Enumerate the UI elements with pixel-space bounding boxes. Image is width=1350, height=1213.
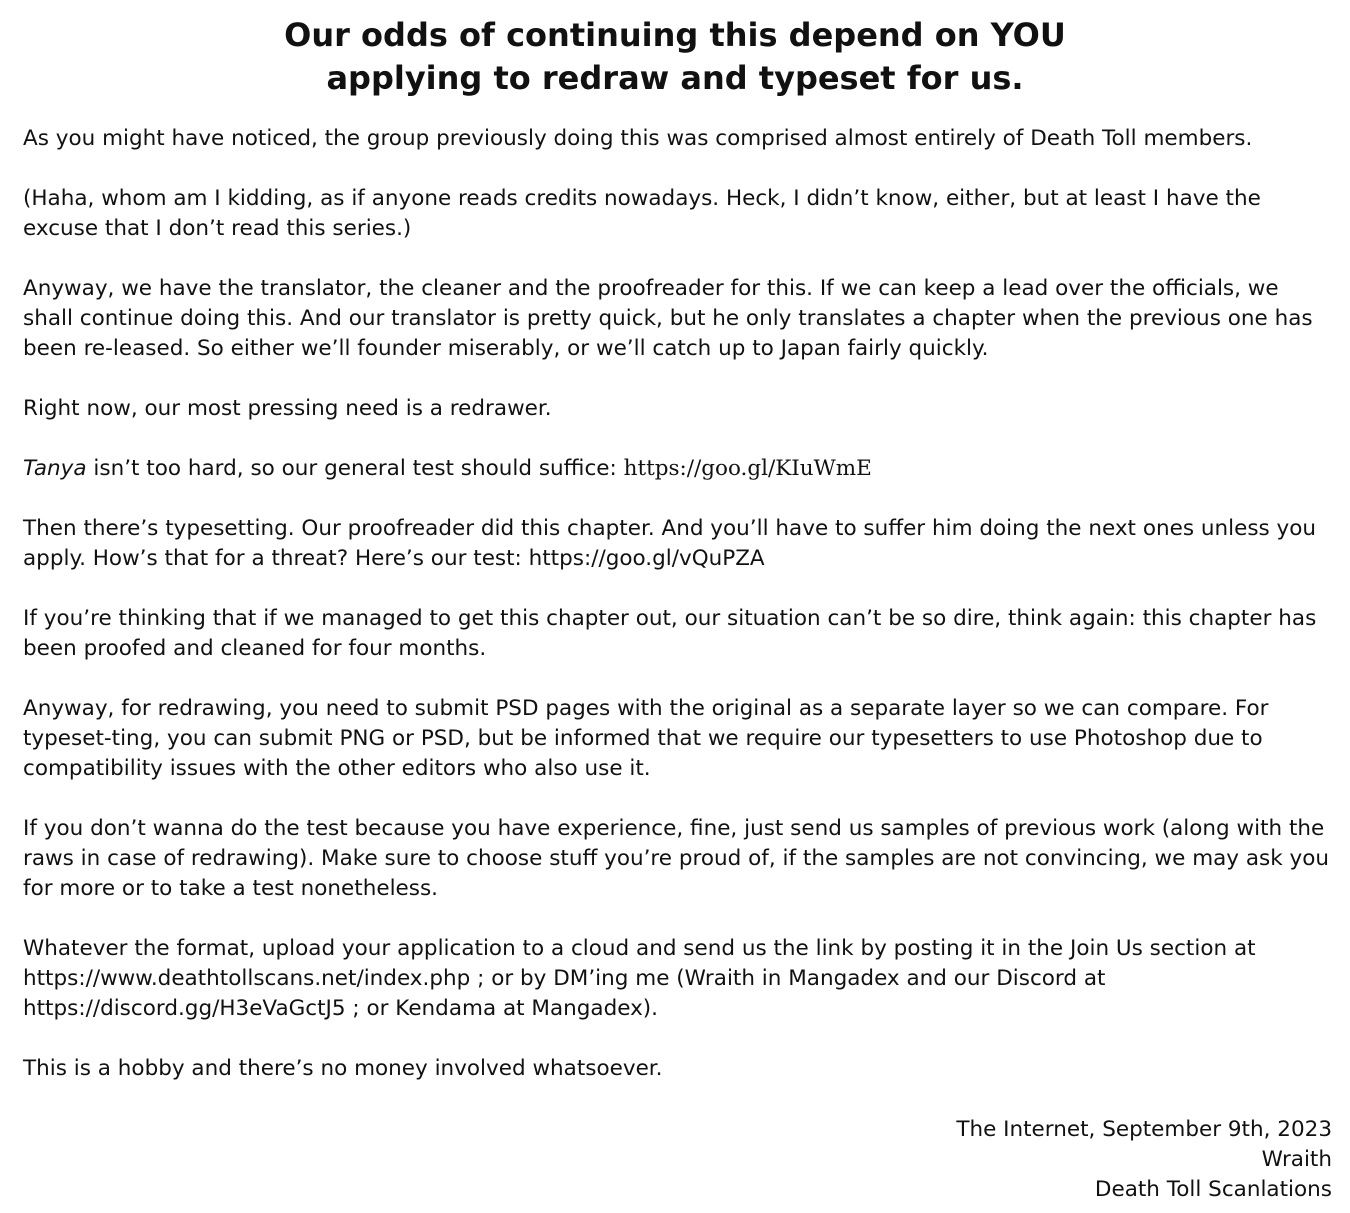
signature-block	[956, 1115, 1332, 1205]
paragraph-submission-format: Anyway, for redrawing, you need to submit PSD pages with the original as a separate layer so we can compare. For typeset-ting, you can submit PNG or PSD, but be informed that we require our typesetters to use Photoshop due to compatibility issues with the other editors who also use it.	[23, 696, 1269, 781]
paragraph-redrawer-need: Right now, our most pressing need is a redrawer.	[23, 396, 552, 421]
document-body	[23, 124, 1335, 1114]
paragraph-group-composition: As you might have noticed, the group previously doing this was comprised almost entirely of Death Toll members.	[23, 126, 1253, 151]
paragraph-situation: If you’re thinking that if we managed to get this chapter out, our situation can’t be so dire, think again: this chapter has been proofed and cleaned for four months.	[23, 606, 1317, 661]
paragraph-credits-aside: (Haha, whom am I kidding, as if anyone reads credits nowadays. Heck, I didn’t know, either, but at least I have the excuse that I don’t read this series.)	[23, 186, 1261, 241]
redraw-test-link[interactable]: https://goo.gl/KIuWmE	[623, 456, 872, 481]
signature-author: Wraith	[1261, 1147, 1332, 1172]
redraw-test-text: isn’t too hard, so our general test should suffice:	[86, 456, 624, 481]
signature-group: Death Toll Scanlations	[1094, 1177, 1332, 1202]
paragraph-experience: If you don’t wanna do the test because you have experience, fine, just send us samples of previous work (along with the raws in case of redrawing). Make sure to choose stuff you’re proud of, if the samples are not convincing, we may ask you for more or to take a test nonetheless.	[23, 816, 1330, 901]
paragraph-how-to-apply: Whatever the format, upload your application to a cloud and send us the link by posting it in the Join Us section at https://www.deathtollscans.net/index.php ; or by DM’ing me (Wraith in Mangadex and our Discord at https://discord.gg/H3eVaGctJ5 ; or Kendama at Mangadex).	[23, 936, 1256, 1021]
series-title-italic: Tanya	[23, 456, 87, 481]
paragraph-team-status: Anyway, we have the translator, the cleaner and the proofreader for this. If we can keep a lead over the officials, we shall continue doing this. And our translator is pretty quick, but he only translates a chapter when the previous one has been re-leased. So either we’ll founder miserably, or we’ll catch up to Japan fairly quickly.	[23, 276, 1313, 361]
paragraph-hobby-note: This is a hobby and there’s no money involved whatsoever.	[23, 1056, 663, 1081]
signature-place-date: The Internet, September 9th, 2023	[956, 1117, 1332, 1142]
paragraph-typesetting: Then there’s typesetting. Our proofreader did this chapter. And you’ll have to suffer him doing the next ones unless you apply. How’s that for a threat? Here’s our test: https://goo.gl/vQuPZA	[23, 516, 1317, 571]
paragraph-redraw-test	[23, 454, 1335, 484]
page-title	[0, 14, 1350, 100]
title-line-2: applying to redraw and typeset for us.	[326, 59, 1024, 97]
title-line-1: Our odds of continuing this depend on YOU	[284, 16, 1066, 54]
